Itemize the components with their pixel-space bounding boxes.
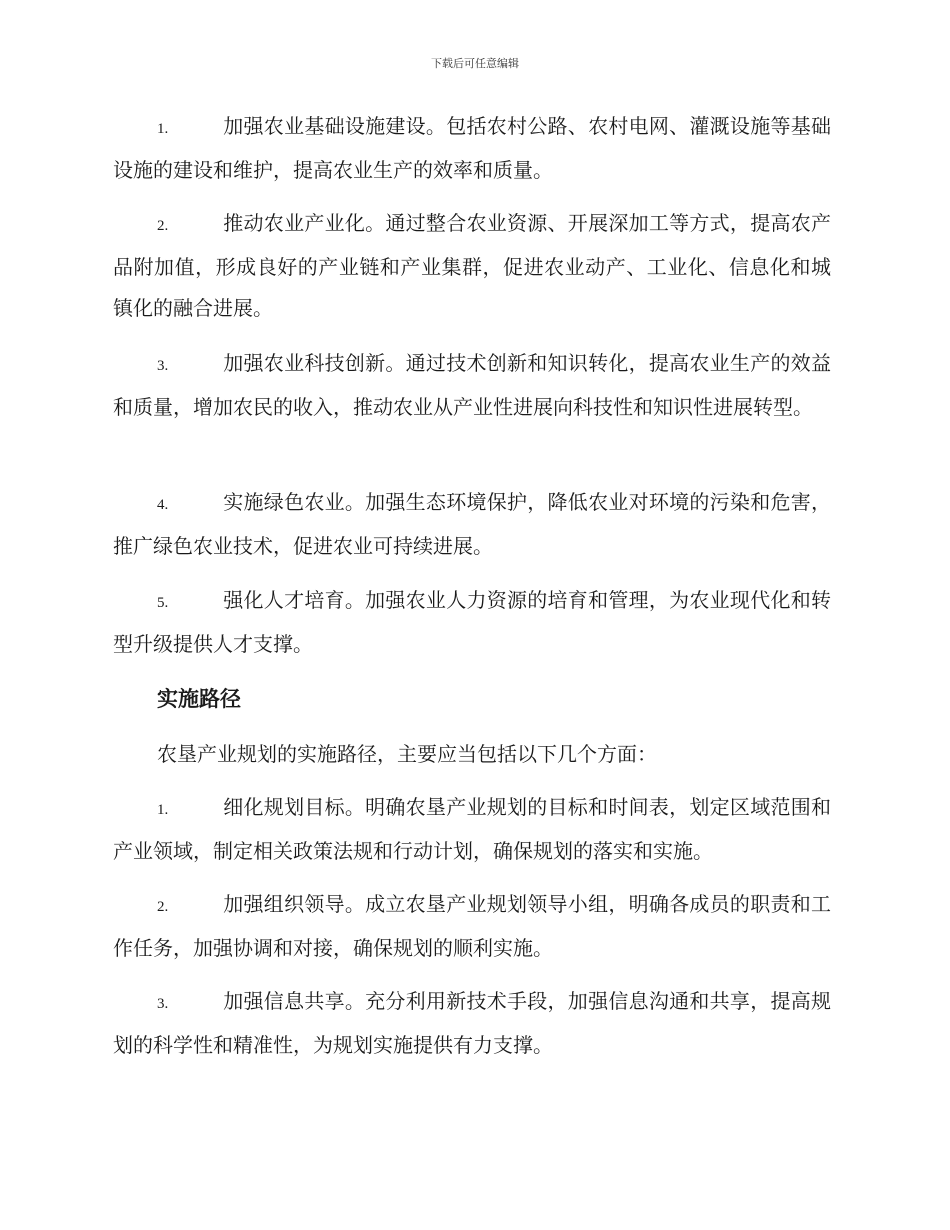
item-text: 加强组织领导。成立农垦产业规划领导小组，明确各成员的职责和工作任务，加强协调和对接，确保规划的顺利实施。 xyxy=(113,892,831,960)
list-item xyxy=(113,787,831,872)
item-text: 细化规划目标。明确农垦产业规划的目标和时间表，划定区域范围和产业领域，制定相关政策法规和行动计划，确保规划的落实和实施。 xyxy=(113,795,831,863)
item-text: 加强农业科技创新。通过技术创新和知识转化，提高农业生产的效益和质量，增加农民的收入，推动农业从产业性进展向科技性和知识性进展转型。 xyxy=(113,351,831,419)
item-number: 2. xyxy=(157,218,169,234)
item-number: 3. xyxy=(157,996,169,1012)
list-item xyxy=(113,482,831,567)
list-item xyxy=(113,884,831,969)
item-text: 实施绿色农业。加强生态环境保护，降低农业对环境的污染和危害，推广绿色农业技术，促进农业可持续进展。 xyxy=(113,490,831,558)
item-text: 强化人才培育。加强农业人力资源的培育和管理，为农业现代化和转型升级提供人才支撑。 xyxy=(113,588,831,656)
list-item xyxy=(113,580,831,665)
item-text: 加强农业基础设施建设。包括农村公路、农村电网、灌溉设施等基础设施的建设和维护，提高农业生产的效率和质量。 xyxy=(113,114,831,182)
item-number: 5. xyxy=(157,595,169,611)
page-header: 下载后可任意编辑 xyxy=(431,57,519,70)
item-number: 3. xyxy=(157,358,169,374)
item-number: 2. xyxy=(157,899,169,915)
item-number: 1. xyxy=(157,802,169,818)
section-title: 实施路径 xyxy=(157,687,241,711)
list-item xyxy=(113,981,831,1066)
section-intro: 农垦产业规划的实施路径，主要应当包括以下几个方面： xyxy=(157,742,657,766)
list-item xyxy=(113,203,831,329)
list-item xyxy=(113,106,831,191)
item-text: 推动农业产业化。通过整合农业资源、开展深加工等方式，提高农产品附加值，形成良好的产业链和产业集群，促进农业动产、工业化、信息化和城镇化的融合进展。 xyxy=(113,211,831,320)
item-number: 4. xyxy=(157,497,169,513)
item-text: 加强信息共享。充分利用新技术手段，加强信息沟通和共享，提高规划的科学性和精准性，为规划实施提供有力支撑。 xyxy=(113,989,831,1057)
item-number: 1. xyxy=(157,121,169,137)
list-item xyxy=(113,343,831,428)
